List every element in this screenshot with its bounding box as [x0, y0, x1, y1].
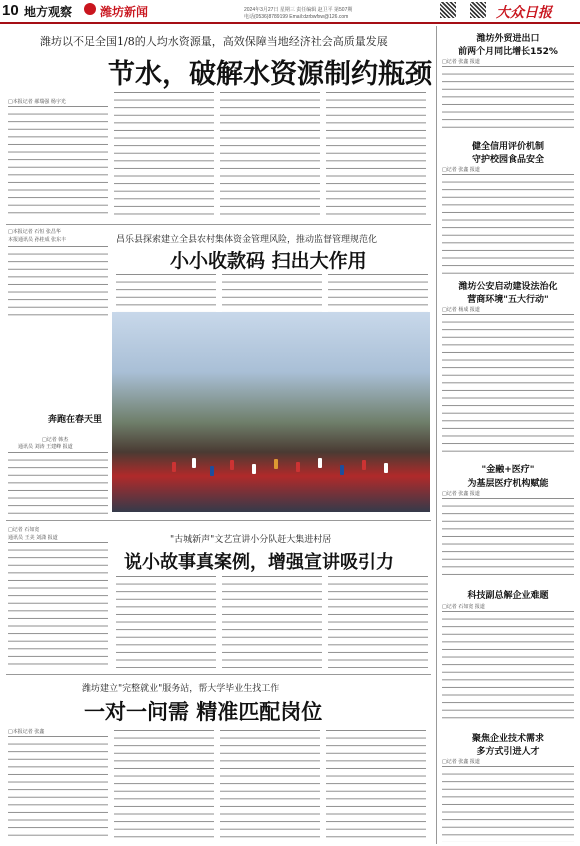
sidebar-title-5: 科技副总解企业难题 [467, 591, 549, 601]
photo-byline2: 通讯员 刘涛 王建峰 报道 [18, 444, 73, 450]
sidebar-byline-3: □记者 杨成 报道 [442, 307, 480, 313]
photo-story-body [8, 452, 108, 516]
sidebar-title-4b: 为基层医疗机构赋能 [467, 479, 549, 489]
photo-caption: 奔跑在春天里 [48, 415, 103, 425]
sidebar-title-1: 潍坊外贸进出口 [476, 34, 540, 44]
sidebar-byline-2: □记者 张鑫 报道 [442, 167, 480, 173]
story3-headline: 说小故事真案例，增强宣讲吸引力 [124, 552, 394, 573]
story2-kicker: 昌乐县探索建立全县农村集体资金管理风险，推动监督管理规范化 [116, 235, 378, 245]
sidebar-byline-1: □记者 张鑫 报道 [442, 59, 480, 65]
divider [6, 224, 431, 225]
issue-meta: 2024年3月27日 星期三 责任编辑 赵卫平 第507期 [244, 7, 353, 13]
brand-logo: 大众日报 [496, 5, 552, 21]
divider [6, 674, 431, 675]
paper-name: 潍坊新闻 [100, 5, 149, 19]
sidebar-byline-4: □记者 张鑫 报道 [442, 491, 480, 497]
lead-byline: □本报记者 郝瑞强 杨宇光 [8, 99, 66, 105]
story2-byline2: 本报通讯员 孙桂成 张东丰 [8, 237, 67, 243]
sidebar-title-6b: 多方式引进人才 [476, 747, 540, 757]
qr-code-icon [470, 2, 486, 18]
section-title: 地方观察 [24, 5, 73, 19]
lead-body-col3 [220, 92, 320, 218]
sidebar-body-3 [442, 314, 574, 454]
sidebar-title-3b: 营商环境"五大行动" [467, 295, 549, 305]
sidebar-title-2: 健全信用评价机制 [471, 142, 544, 152]
sidebar-title-1b: 前两个月同比增长152% [458, 47, 558, 57]
sidebar-body-4 [442, 498, 574, 580]
lead-kicker: 潍坊以不足全国1/8的人均水资源量，高效保障当地经济社会高质量发展 [40, 35, 388, 48]
divider [6, 520, 431, 521]
photo-byline: □记者 韩杰 [42, 437, 69, 443]
story3-body-col4 [328, 576, 428, 668]
paper-emblem-icon [84, 3, 96, 15]
story3-kicker: "古城新声"文艺宣讲小分队赶大集进村居 [170, 535, 332, 545]
story3-byline: □记者 石如宽 [8, 527, 40, 533]
story4-kicker: 潍坊建立"完整就业"服务站，帮大学毕业生找工作 [82, 684, 280, 694]
sidebar-body-1 [442, 66, 574, 134]
sidebar-byline-6: □记者 张鑫 报道 [442, 759, 480, 765]
story3-body-col2 [116, 576, 216, 668]
sidebar-body-6 [442, 766, 574, 842]
story4-body-col1 [8, 736, 108, 842]
story3-body-col1 [8, 542, 108, 668]
story3-body-col3 [222, 576, 322, 668]
contact-line: 电话(0536)8789199 Email:dzrbwfxw@126.com [244, 14, 349, 20]
lead-headline: 节水，破解水资源制约瓶颈 [108, 59, 432, 90]
qr-code-icon [440, 2, 456, 18]
lead-body-col1 [8, 106, 108, 218]
lead-body-col2 [114, 92, 214, 218]
sidebar-title-6: 聚焦企业技术需求 [471, 734, 544, 744]
story2-body-col1 [8, 246, 108, 320]
sidebar-title-2b: 守护校园食品安全 [471, 155, 544, 165]
lead-body-col4 [326, 92, 426, 218]
story4-body-col3 [220, 730, 320, 842]
sidebar-divider [436, 26, 437, 844]
sidebar-body-5 [442, 611, 574, 721]
story4-byline: □本报记者 张鑫 [8, 729, 45, 735]
sidebar-byline-5: □记者 石如宽 报道 [442, 604, 485, 610]
story3-byline2: 通讯员 王美 刘潇 报道 [8, 535, 58, 541]
marathon-photo [112, 312, 430, 512]
sidebar-title-4: "金融+医疗" [481, 465, 535, 475]
story4-headline: 一对一问需 精准匹配岗位 [84, 700, 323, 724]
story2-byline: □本报记者 石恒 张昌华 [8, 229, 61, 235]
page-number: 10 [2, 2, 19, 19]
sidebar-title-3: 潍坊公安启动建设法治化 [458, 282, 558, 292]
sidebar-body-2 [442, 174, 574, 274]
story4-body-col4 [326, 730, 426, 842]
story2-headline: 小小收款码 扫出大作用 [170, 250, 367, 272]
story4-body-col2 [114, 730, 214, 842]
